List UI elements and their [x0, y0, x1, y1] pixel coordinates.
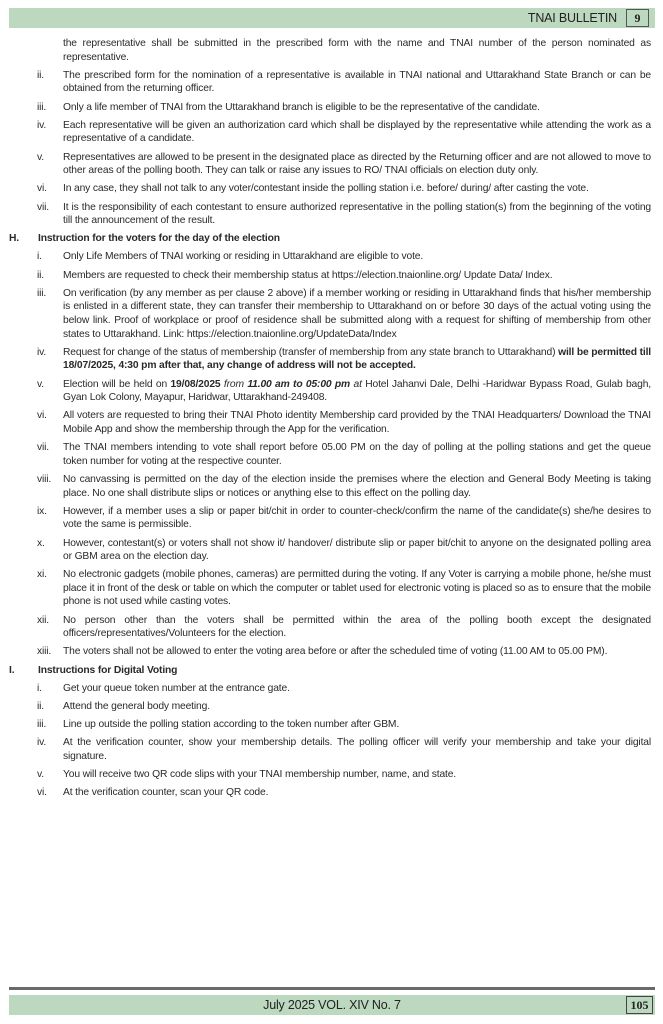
section-heading-i [0, 664, 663, 678]
item-text: No canvassing is permitted on the day of the election inside the premises where the election and General Body Meeting is taking place. No one shall distribute slips or notices or anything else to this effect on the polling day. [63, 473, 651, 499]
section-title: Instruction for the voters for the day of the election [38, 233, 280, 245]
item-text: Request for change of the status of membership (transfer of membership from any state branch to Uttarakhand) [63, 346, 559, 358]
list-item [0, 119, 663, 146]
item-text: at [350, 378, 362, 390]
list-item [0, 614, 663, 641]
item-number: vi. [37, 410, 47, 422]
section-letter: H. [9, 233, 19, 245]
item-text: At the verification counter, scan your QR code. [63, 787, 269, 799]
list-item [0, 700, 663, 714]
list-item [0, 441, 663, 468]
list-item [0, 682, 663, 696]
list-item [0, 537, 663, 564]
item-number: ii. [37, 69, 44, 81]
item-text: Representatives are allowed to be present in the designated place as directed by the Returning officer and are not allowed to move to other areas of the polling booth. They can talk or raise any issues to RO/ TNAI officials on election duty only. [63, 151, 651, 177]
bulletin-title: TNAI BULLETIN [527, 11, 617, 25]
item-number: iii. [37, 719, 47, 731]
item-text: Attend the general body meeting. [63, 701, 210, 712]
continuation-paragraph: the representative shall be submitted in the prescribed form with the name and TNAI number of the person nominated as representative. [63, 38, 651, 63]
item-text: All voters are requested to bring their TNAI Photo identity Membership card provided by the TNAI Headquarters/ Download the TNAI Mobile App and show the membership through the App for the verification. [63, 410, 651, 435]
item-text: Only Life Members of TNAI working or residing in Uttarakhand are eligible to vote. [63, 251, 424, 263]
item-text: Election will be held on [63, 378, 171, 390]
item-number: i. [37, 682, 42, 694]
header-page-number: 9 [626, 9, 649, 27]
list-item [0, 786, 663, 800]
item-text: Each representative will be given an authorization card which shall be displayed by the representative while attending the work as a representative of a candidate. [63, 119, 651, 145]
document-body [0, 37, 663, 805]
section-letter: I. [9, 664, 15, 676]
list-item [0, 378, 663, 405]
footer-page-number: 105 [626, 996, 653, 1014]
list-item [0, 182, 663, 196]
issue-info: July 2025 VOL. XIV No. 7 [263, 998, 401, 1012]
item-number: iii. [37, 101, 47, 113]
list-item [0, 250, 663, 264]
list-item [0, 201, 663, 228]
item-number: vi. [37, 183, 47, 195]
deadline-notice: will be permitted till 18/07/2025, 4:30 pm after that, any change of address will not be accepted. [63, 346, 651, 372]
item-text: Only a life member of TNAI from the Uttarakhand branch is eligible to be the representative of the candidate. [63, 101, 540, 113]
election-time: 11.00 am to 05:00 pm [247, 378, 351, 390]
list-item [0, 718, 663, 732]
item-number: iv. [37, 346, 47, 358]
item-text: On verification (by any member as per clause 2 above) if a member working or residing in Uttarakhand finds that his/her membership is enlisted in a different state, they can transfer their membership to Uttarakhand on or before 30 days of the actual voting using the below link. Proof of workplace or proof of residence shall be submitted along with a request for shifting of membership from other states to Uttarakhand. Link: https://election.tnaionline.org/UpdateData/Index [63, 287, 651, 340]
item-number: vii. [37, 201, 49, 213]
list-item [0, 69, 663, 96]
item-text: However, if a member uses a slip or paper bit/chit in order to counter-check/confirm the name of the candidate(s) she/he desires to vote the same is permissible. [63, 505, 651, 531]
footer-rule [9, 987, 655, 990]
list-item [0, 269, 663, 283]
item-text: At the verification counter, show your membership details. The polling officer will verify your membership and take your digital signature. [63, 737, 651, 762]
item-text: Members are requested to check their membership status at https://election.tnaionline.org/ Update Data/ Index. [63, 269, 553, 281]
item-number: ii. [37, 701, 44, 712]
election-venue: Hotel Jahanvi Dale, Delhi -Haridwar Bypass Road, Gulab bagh, Gyan Lok Colony, Mayapur, Haridwar, Uttarakhand-249408. [63, 378, 651, 404]
election-date: 19/08/2025 [170, 378, 221, 390]
list-item [0, 151, 663, 178]
item-number: v. [37, 151, 44, 163]
list-item [0, 101, 663, 115]
item-text: It is the responsibility of each contestant to ensure authorized representative in the polling station(s) from the beginning of the voting till the announcement of the result. [63, 201, 651, 227]
list-item [0, 736, 663, 763]
item-number: iv. [37, 119, 47, 131]
item-number: v. [37, 378, 44, 390]
footer-band [9, 995, 655, 1015]
list-item [0, 768, 663, 782]
section-heading-h [0, 232, 663, 246]
item-text: No electronic gadgets (mobile phones, cameras) are permitted during the voting. If any Voter is carrying a mobile phone, he/she must place it in front of the desk or table on which the computer or tablet used for electronic voting is placed so as to ensure that the mobile phone is not used while casting votes. [63, 569, 651, 608]
item-text: In any case, they shall not talk to any voter/contestant inside the polling station i.e. before/ during/ after casting the vote. [63, 183, 589, 195]
item-number: x. [37, 537, 45, 549]
item-text: Get your queue token number at the entrance gate. [63, 682, 290, 694]
item-number: v. [37, 769, 44, 781]
item-number: iv. [37, 737, 47, 749]
item-text: Line up outside the polling station according to the token number after GBM. [63, 719, 400, 731]
item-number: viii. [37, 473, 52, 485]
item-number: ix. [37, 505, 47, 517]
list-item [0, 346, 663, 373]
item-text: You will receive two QR code slips with your TNAI membership number, name, and state. [63, 769, 457, 781]
list-item [0, 473, 663, 500]
item-number: i. [37, 251, 42, 263]
item-text: However, contestant(s) or voters shall not show it/ handover/ distribute slip or paper bit/chit to anyone on the designated polling area or GBM area on the election day. [63, 537, 651, 563]
item-text: The prescribed form for the nomination of a representative is available in TNAI national and Uttarakhand State Branch or can be obtained from the returning officer. [63, 69, 651, 95]
item-number: xi. [37, 569, 47, 581]
item-text: The voters shall not be allowed to enter the voting area before or after the scheduled time of voting (11.00 AM to 05.00 PM). [63, 646, 608, 658]
item-number: xiii. [37, 646, 52, 658]
item-number: vii. [37, 442, 49, 454]
item-number: ii. [37, 269, 44, 281]
header-band [9, 8, 655, 28]
item-number: iii. [37, 287, 47, 299]
list-item [0, 568, 663, 609]
item-text: from [220, 378, 248, 390]
item-number: vi. [37, 787, 47, 799]
list-item [0, 505, 663, 532]
section-title: Instructions for Digital Voting [38, 664, 178, 676]
list-item [0, 409, 663, 436]
list-item [0, 645, 663, 659]
item-number: xii. [37, 614, 49, 626]
item-text: No person other than the voters shall be permitted within the area of the polling booth except the designated officers/representatives/Volunteers for the election. [63, 614, 651, 640]
item-text: The TNAI members intending to vote shall report before 05.00 PM on the day of polling at the polling stations and get the queue token number for voting at the respective counter. [63, 442, 651, 467]
list-item [0, 287, 663, 341]
